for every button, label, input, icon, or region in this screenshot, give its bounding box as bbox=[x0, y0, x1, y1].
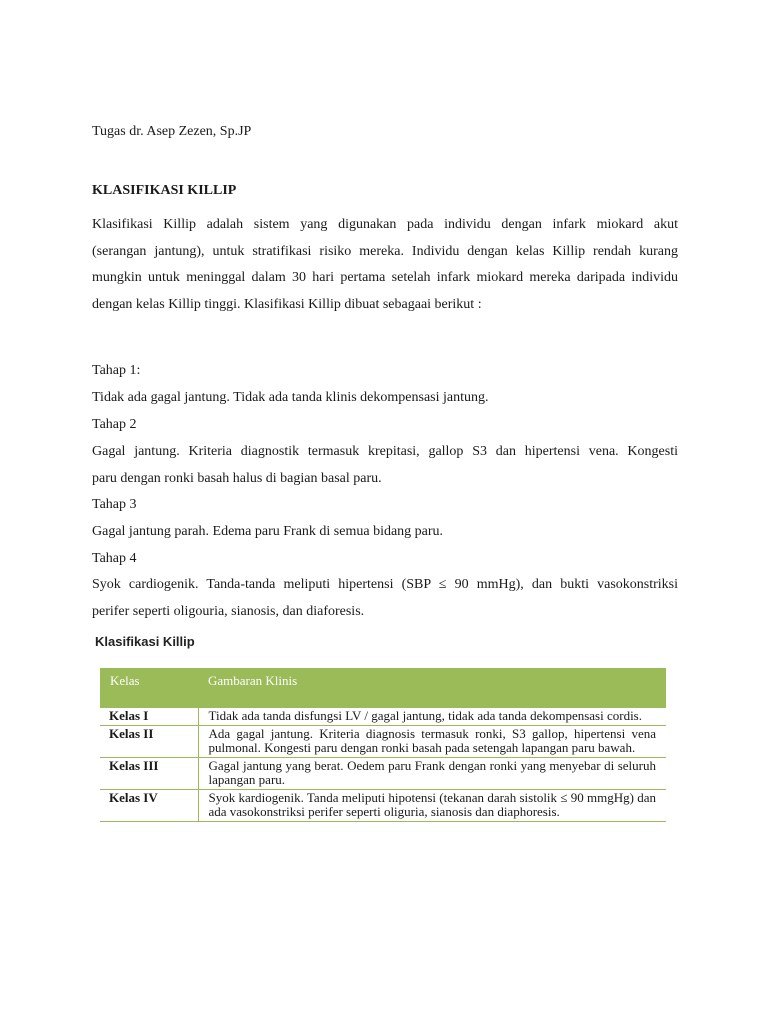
stage-text: Syok cardiogenik. Tanda-tanda meliputi hipertensi (SBP ≤ 90 mmHg), dan bukti vasokonstriksi bbox=[92, 577, 678, 592]
row-class: Kelas IV bbox=[100, 790, 198, 822]
intro-line: mungkin untuk meninggal dalam 30 hari pertama setelah infark miokard mereka daripada individu bbox=[92, 270, 678, 285]
header-kelas: Kelas bbox=[100, 669, 198, 708]
stage-text: Gagal jantung parah. Edema paru Frank di semua bidang paru. bbox=[92, 524, 444, 539]
table-row bbox=[100, 758, 666, 790]
section-heading: KLASIFIKASI KILLIP bbox=[92, 183, 237, 198]
table-row bbox=[100, 790, 666, 822]
header-gambaran-klinis: Gambaran Klinis bbox=[198, 669, 666, 708]
table-header-row bbox=[100, 669, 666, 708]
table-row bbox=[100, 726, 666, 758]
row-description: Tidak ada tanda disfungsi LV / gagal jantung, tidak ada tanda dekompensasi cordis. bbox=[198, 708, 666, 726]
table-title: Klasifikasi Killip bbox=[95, 634, 195, 649]
stage-text: paru dengan ronki basah halus di bagian basal paru. bbox=[92, 471, 382, 486]
stage-text: Gagal jantung. Kriteria diagnostik termasuk krepitasi, gallop S3 dan hipertensi vena. Kongesti bbox=[92, 444, 678, 459]
assignment-line: Tugas dr. Asep Zezen, Sp.JP bbox=[92, 124, 252, 139]
row-class: Kelas I bbox=[100, 708, 198, 726]
row-class: Kelas III bbox=[100, 758, 198, 790]
stage-text: Tidak ada gagal jantung. Tidak ada tanda klinis dekompensasi jantung. bbox=[92, 390, 489, 405]
stage-title: Tahap 3 bbox=[92, 497, 137, 512]
row-description: Ada gagal jantung. Kriteria diagnosis termasuk ronki, S3 gallop, hipertensi vena pulmonal. Kongesti paru dengan ronki basah pada setengah lapangan paru bawah. bbox=[198, 726, 666, 758]
intro-line: dengan kelas Killip tinggi. Klasifikasi Killip dibuat sebagaai berikut : bbox=[92, 297, 482, 312]
row-class: Kelas II bbox=[100, 726, 198, 758]
stage-title: Tahap 4 bbox=[92, 551, 137, 566]
row-description: Gagal jantung yang berat. Oedem paru Frank dengan ronki yang menyebar di seluruh lapangan paru. bbox=[198, 758, 666, 790]
row-description: Syok kardiogenik. Tanda meliputi hipotensi (tekanan darah sistolik ≤ 90 mmgHg) dan ada vasokonstriksi perifer seperti oliguria, sianosis dan diaphoresis. bbox=[198, 790, 666, 822]
stage-title: Tahap 2 bbox=[92, 417, 137, 432]
table-row bbox=[100, 708, 666, 726]
stage-text: perifer seperti oligouria, sianosis, dan diaforesis. bbox=[92, 604, 365, 619]
intro-line: Klasifikasi Killip adalah sistem yang digunakan pada individu dengan infark miokard akut bbox=[92, 217, 678, 232]
killip-table bbox=[100, 668, 666, 822]
intro-line: (serangan jantung), untuk stratifikasi risiko mereka. Individu dengan kelas Killip rendah kurang bbox=[92, 244, 678, 259]
stage-title: Tahap 1: bbox=[92, 363, 141, 378]
